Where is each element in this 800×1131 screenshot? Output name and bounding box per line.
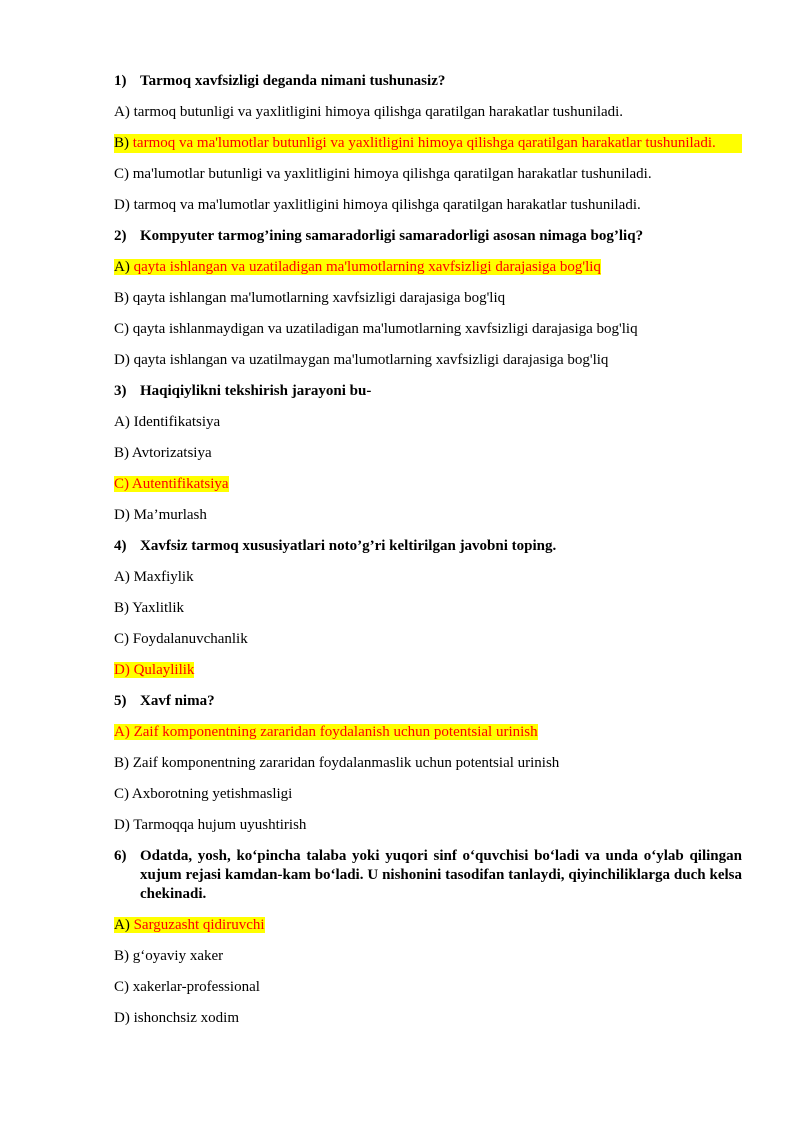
question-number: 5) [114,693,127,709]
option-1d: D) tarmoq va ma'lumotlar yaxlitligini himoya qilishga qaratilgan harakatlar tushuniladi. [114,197,641,213]
question-text: Xavf nima? [140,693,215,709]
option-1c: C) ma'lumotlar butunligi va yaxlitligini himoya qilishga qaratilgan harakatlar tushuniladi. [114,166,652,182]
option-3b: B) Avtorizatsiya [114,445,212,461]
question-3 [114,382,742,401]
question-6 [114,847,742,904]
question-number: 4) [114,538,127,554]
question-4 [114,537,742,556]
option-4b: B) Yaxlitlik [114,600,185,616]
option-4d-correct: D) Qulaylilik [114,662,195,678]
option-6c: C) xakerlar-professional [114,979,260,995]
option-5d: D) Tarmoqqa hujum uyushtirish [114,817,307,833]
question-2 [114,227,742,246]
question-number: 6) [114,848,127,864]
option-3a: A) Identifikatsiya [114,414,221,430]
question-text: Odatda, yosh, ko‘pincha talaba yoki yuqori sinf o‘quvchisi bo‘ladi va unda o‘ylab qilingan xujum rejasi kamdan-kam bo‘ladi. U nishonini tasodifan tanlaydi, qiyinchiliklarga duch kelsa chekinadi. [140,848,742,902]
option-4c: C) Foydalanuvchanlik [114,631,248,647]
option-5b: B) Zaif komponentning zararidan foydalanmaslik uchun potentsial urinish [114,755,560,771]
question-number: 3) [114,383,127,399]
option-3c-correct: C) Autentifikatsiya [114,476,229,492]
question-number: 1) [114,73,127,89]
document-body [114,72,742,1040]
question-text: Haqiqiylikni tekshirish jarayoni bu- [140,383,372,399]
question-1 [114,72,742,91]
option-2d: D) qayta ishlangan va uzatilmaygan ma'lumotlarning xavfsizligi darajasiga bog'liq [114,352,609,368]
question-number: 2) [114,228,127,244]
option-2c: C) qayta ishlanmaydigan va uzatiladigan ma'lumotlarning xavfsizligi darajasiga bog'liq [114,321,638,337]
option-1a: A) tarmoq butunligi va yaxlitligini himoya qilishga qaratilgan harakatlar tushuniladi. [114,104,624,120]
option-5a-correct: A) Zaif komponentning zararidan foydalanish uchun potentsial urinish [114,724,538,740]
question-5 [114,692,742,711]
question-text: Kompyuter tarmog’ining samaradorligi samaradorligi asosan nimaga bog’liq? [140,228,644,244]
option-2b: B) qayta ishlangan ma'lumotlarning xavfsizligi darajasiga bog'liq [114,290,506,306]
option-1b-correct: B) tarmoq va ma'lumotlar butunligi va yaxlitligini himoya qilishga qaratilgan harakatlar tushuniladi. [114,134,742,153]
option-6d: D) ishonchsiz xodim [114,1010,239,1026]
option-6a-correct: A) Sarguzasht qidiruvchi [114,917,265,933]
option-5c: C) Axborotning yetishmasligi [114,786,293,802]
option-2a-correct: A) qayta ishlangan va uzatiladigan ma'lumotlarning xavfsizligi darajasiga bog'liq [114,259,601,275]
option-6b: B) g‘oyaviy xaker [114,948,224,964]
option-4a: A) Maxfiylik [114,569,194,585]
question-text: Xavfsiz tarmoq xususiyatlari noto’g’ri keltirilgan javobni toping. [140,538,557,554]
question-text: Tarmoq xavfsizligi deganda nimani tushunasiz? [140,73,446,89]
option-3d: D) Ma’murlash [114,507,207,523]
